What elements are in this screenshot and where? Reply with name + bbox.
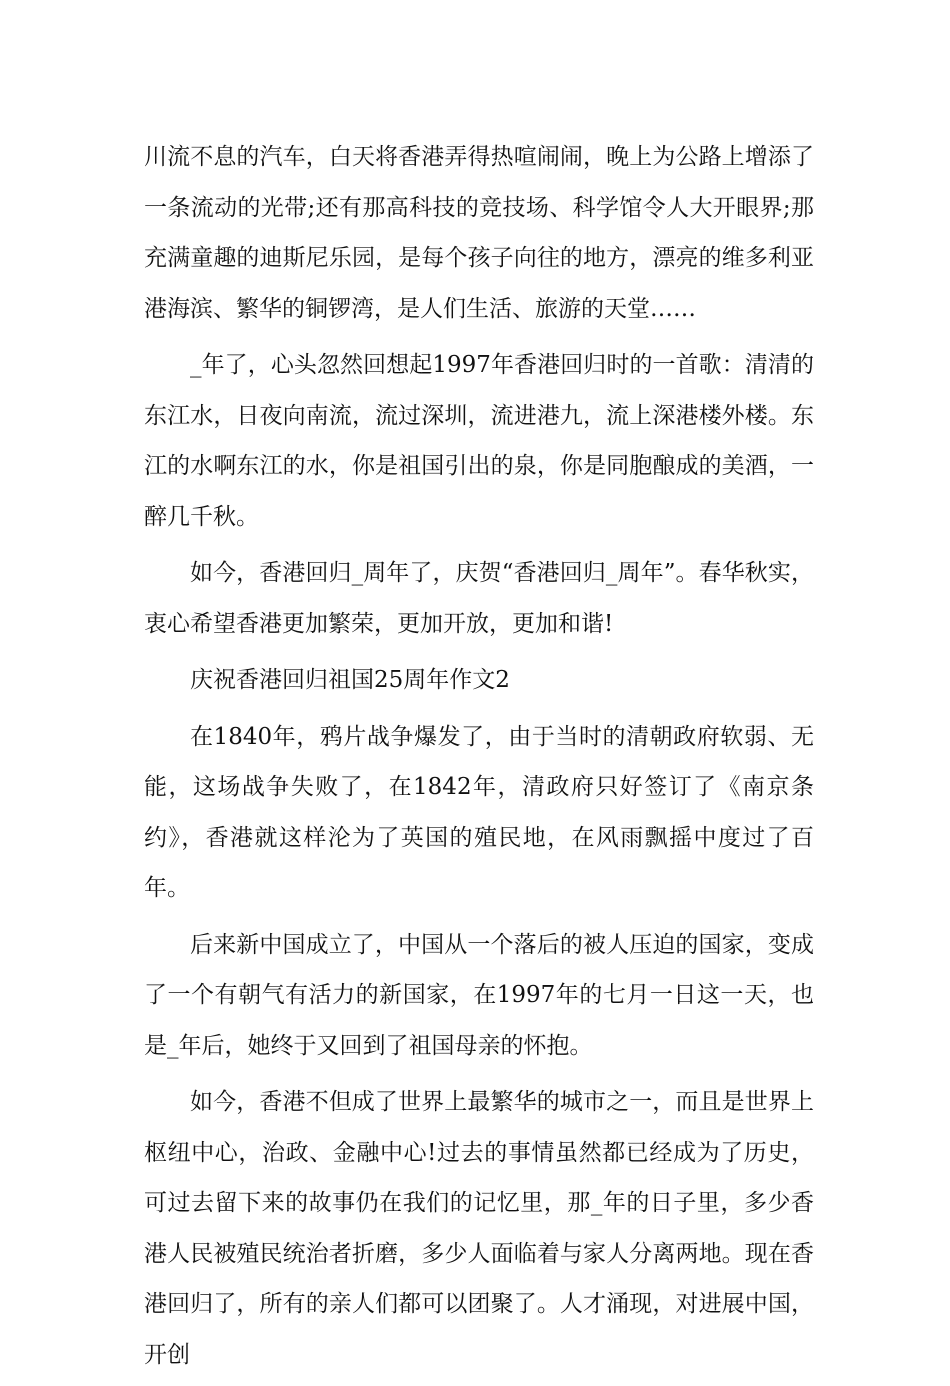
paragraph: 后来新中国成立了，中国从一个落后的被人压迫的国家，变成了一个有朝气有活力的新国家，在1997年的七月一日这一天，也是_年后，她终于又回到了祖国母亲的怀抱。: [144, 931, 814, 1059]
document-body: [144, 132, 814, 1386]
paragraph: _年了，心头忽然回想起1997年香港回归时的一首歌：清清的东江水，日夜向南流，流过深圳，流进港九，流上深港楼外楼。东江的水啊东江的水，你是祖国引出的泉，你是同胞酿成的美酒，一醉几千秋。: [144, 352, 814, 530]
paragraph: 如今，香港回归_周年了，庆贺“香港回归_周年”。春华秋实，衷心希望香港更加繁荣，更加开放，更加和谐!: [144, 560, 814, 637]
paragraph: 在1840年，鸦片战争爆发了，由于当时的清朝政府软弱、无能，这场战争失败了，在1842年，清政府只好签订了《南京条约》，香港就这样沦为了英国的殖民地，在风雨飘摇中度过了百年。: [144, 723, 814, 901]
paragraph: 如今，香港不但成了世界上最繁华的城市之一，而且是世界上枢纽中心，治政、金融中心!过去的事情虽然都已经成为了历史，可过去留下来的故事仍在我们的记忆里，那_年的日子里，多少香港人民被殖民统治者折磨，多少人面临着与家人分离两地。现在香港回归了，所有的亲人们都可以团聚了。人才涌现，对进展中国，开创: [144, 1089, 814, 1368]
section-heading: 庆祝香港回归祖国25周年作文2: [190, 667, 510, 693]
paragraph-continuation: 川流不息的汽车，白天将香港弄得热喧闹闹，晚上为公路上增添了一条流动的光带;还有那高科技的竞技场、科学馆令人大开眼界;那充满童趣的迪斯尼乐园，是每个孩子向往的地方，漂亮的维多利亚港海滨、繁华的铜锣湾，是人们生活、旅游的天堂……: [144, 144, 814, 322]
